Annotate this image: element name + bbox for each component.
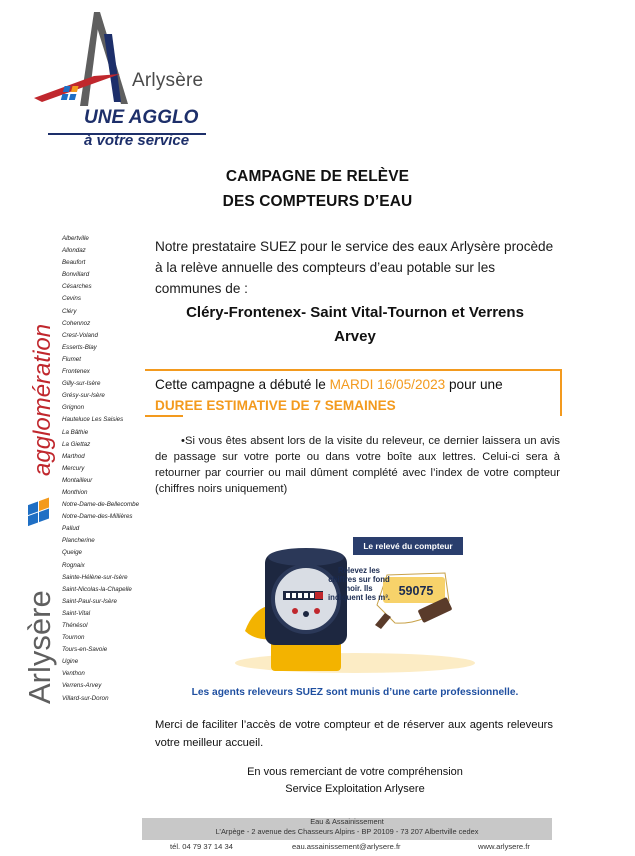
agents-note: Les agents releveurs SUEZ sont munis d’une carte professionnelle. xyxy=(191,687,519,698)
commune-item: Saint-Vital xyxy=(62,609,91,617)
commune-item: Marthod xyxy=(62,452,85,460)
logo-slogan-line2: à votre service xyxy=(84,132,190,149)
absence-paragraph xyxy=(155,433,560,497)
commune-item: Grignon xyxy=(62,404,85,412)
commune-item: Allondaz xyxy=(62,247,86,255)
sidebar-brand: Arlysère xyxy=(22,590,57,704)
footer-email-link[interactable]: eau.assainissement@arlysere.fr xyxy=(292,842,401,851)
commune-item: Ugine xyxy=(62,658,79,666)
bullet: • xyxy=(181,435,185,447)
communes-highlight-line1: Cléry-Frontenex- Saint Vital-Tournon et Verrens xyxy=(186,304,524,321)
commune-item: Grésy-sur-Isère xyxy=(62,392,105,400)
commune-item: Cevins xyxy=(62,295,81,303)
commune-item: Mercury xyxy=(62,464,85,472)
intro-text: Notre prestataire SUEZ pour le service des eaux Arlysère procède à la relève annuelle des compteurs d’eau potable sur les communes de : xyxy=(155,239,554,296)
absence-text: Si vous êtes absent lors de la visite du releveur, ce dernier laissera un avis de passage sur votre porte ou dans votre boîte aux lettres. Celui-ci sera à retourner par courrier ou mail dûment complété avec l’index de votre compteur (chiffres noirs uniquement) xyxy=(155,435,560,495)
campaign-text-after: pour une xyxy=(445,377,503,392)
commune-item: Gilly-sur-Isère xyxy=(62,380,101,388)
logo-brand: Arlysère xyxy=(132,70,204,91)
commune-item: Montailleur xyxy=(62,476,93,484)
footer-title: Eau & Assainissement xyxy=(310,817,384,826)
commune-item: Beaufort xyxy=(62,259,86,267)
commune-item: Césarches xyxy=(62,283,92,291)
commune-item: Hauteluce Les Saisies xyxy=(62,416,124,424)
commune-item: Sainte-Hélène-sur-Isère xyxy=(62,573,128,581)
merci-paragraph: Merci de faciliter l’accès de votre compteur et de réserver aux agents releveurs votre meilleur accueil. xyxy=(155,719,553,749)
commune-item: Monthion xyxy=(62,488,88,496)
commune-item: Saint-Paul-sur-Isère xyxy=(62,597,117,605)
communes-highlight-line2: Arvey xyxy=(334,328,376,345)
commune-item: Villard-sur-Doron xyxy=(62,694,109,702)
campaign-text-before: Cette campagne a débuté le xyxy=(155,377,330,392)
illustration-note: Relevez les chiffres sur fond noir. Ils indiquent les m³. xyxy=(328,566,390,602)
commune-item: Queige xyxy=(62,549,82,557)
closing-signature: Service Exploitation Arlysere xyxy=(285,783,425,795)
footer-website-link[interactable]: www.arlysere.fr xyxy=(478,842,530,851)
logo xyxy=(28,6,208,156)
commune-item: Esserts-Blay xyxy=(62,343,97,351)
page-title-line2: DES COMPTEURS D’EAU xyxy=(222,193,413,210)
sidebar-vertical-branding xyxy=(20,230,60,710)
footer-phone: tél. 04 79 37 14 34 xyxy=(170,842,233,851)
sidebar-tagline: agglomération xyxy=(29,323,56,476)
commune-item: Albertville xyxy=(62,235,89,242)
commune-item: Verrens-Arvey xyxy=(62,682,102,690)
water-meter-illustration xyxy=(235,535,475,675)
commune-item: Cléry xyxy=(62,307,77,315)
illustration-banner: Le relevé du compteur xyxy=(353,537,463,555)
commune-item: Saint-Nicolas-la-Chapelle xyxy=(62,585,132,593)
campaign-date: MARDI 16/05/2023 xyxy=(329,377,446,392)
commune-item: Crest-Voland xyxy=(62,331,98,339)
closing-line1: En vous remerciant de votre compréhension xyxy=(247,766,463,778)
sidebar-squares-icon xyxy=(28,497,49,526)
communes-list xyxy=(62,233,157,705)
commune-item: Tournon xyxy=(62,634,85,642)
campaign-text xyxy=(155,374,560,416)
commune-item: Notre-Dame-de-Bellecombe xyxy=(62,501,140,509)
commune-item: Venthon xyxy=(62,670,85,678)
illustration-reading: 59075 xyxy=(398,584,434,598)
commune-item: Bonvillard xyxy=(62,271,90,279)
commune-item: Rognaix xyxy=(62,561,85,569)
commune-item: Cohennoz xyxy=(62,319,91,327)
footer-address: L’Arpège - 2 avenue des Chasseurs Alpins - BP 20109 - 73 207 Albertville cedex xyxy=(215,827,479,836)
page-title-line1: CAMPAGNE DE RELÈVE xyxy=(225,168,410,185)
commune-item: Notre-Dame-des-Millières xyxy=(62,513,133,521)
commune-item: La Bâthie xyxy=(62,428,89,436)
commune-item: Tours-en-Savoie xyxy=(62,646,108,654)
commune-item: Plancherine xyxy=(62,537,95,545)
commune-item: La Giettaz xyxy=(62,440,91,448)
logo-slogan-line1: UNE AGGLO xyxy=(84,107,199,128)
commune-item: Pallud xyxy=(62,525,80,533)
campaign-duration: DUREE ESTIMATIVE DE 7 SEMAINES xyxy=(155,398,396,413)
commune-item: Thénésol xyxy=(62,622,88,629)
commune-item: Frontenex xyxy=(62,368,90,376)
commune-item: Flumet xyxy=(62,355,81,363)
